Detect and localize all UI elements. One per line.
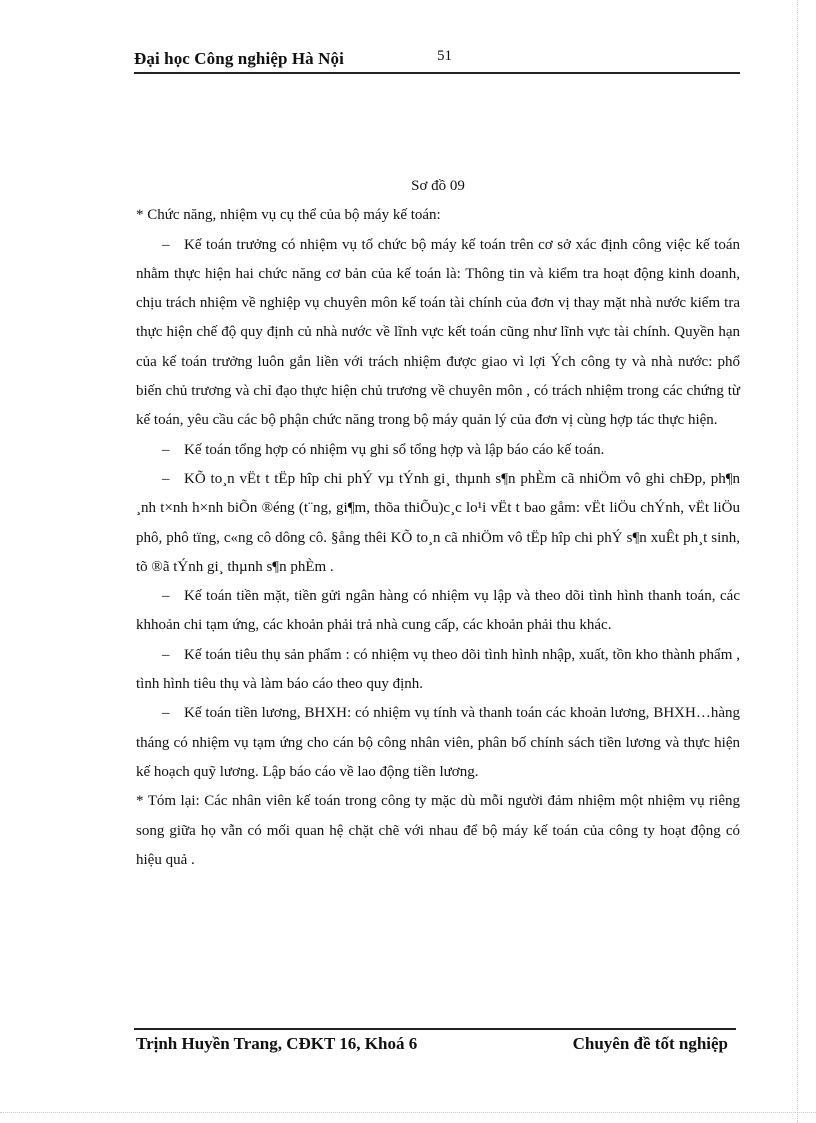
footer-document-type: Chuyên đề tốt nghiệp <box>572 1034 728 1053</box>
paragraph-text: Kế toán tiền lương, BHXH: có nhiệm vụ tính và thanh toán các khoản lương, BHXH…hàng tháng có nhiệm vụ tạm ứng cho cán bộ công nhân viên, phân bố chính sách tiền lương và thực hiện kế hoạch quỹ lương. Lập báo cáo về lao động tiền lương. <box>136 705 740 780</box>
page-boundary-bottom <box>0 1112 816 1113</box>
paragraph-text: KÕ to¸n vËt t tËp hîp chi phÝ vµ tÝnh gi¸ thµnh s¶n phÈm cã nhiÖm vô ghi chÐp, ph¶n ¸nh t×nh h×nh biÕn ®éng (t¨ng, gi¶m, thõa thiÕu)c¸c lo¹i vËt t bao gåm: vËt liÖu chÝnh, vËt liÖu phô, phô tïng, c«ng cô dông cô. §ång thêi KÕ to¸n cã nhiÖm vô tËp hîp chi phÝ s¶n xuÊt ph¸t sinh, tõ ®ã tÝnh gi¸ thµnh s¶n phÈm . <box>136 470 740 575</box>
paragraph-chief-accountant <box>136 231 740 436</box>
university-name: Đại học Công nghiệp Hà Nội <box>134 49 344 68</box>
diagram-caption: Sơ đồ 09 <box>411 178 465 194</box>
paragraph-text: Kế toán tiêu thụ sản phẩm : có nhiệm vụ theo dõi tình hình nhập, xuất, tồn kho thành phẩm , tình hình tiêu thụ và làm báo cáo theo quy định. <box>136 646 740 693</box>
paragraph-text: Kế toán tổng hợp có nhiệm vụ ghi sổ tổng hợp và lập báo cáo kế toán. <box>184 441 605 458</box>
section-intro: * Chức năng, nhiệm vụ cụ thể của bộ máy kế toán: <box>136 207 441 224</box>
summary-paragraph: * Tóm lại: Các nhân viên kế toán trong công ty mặc dù mỗi người đảm nhiệm một nhiệm vụ riêng song giữa họ vẫn có mối quan hệ chặt chẽ với nhau để bộ máy kế toán của công ty hoạt động có hiệu quả . <box>136 793 740 868</box>
paragraph-materials-accountant <box>136 465 740 582</box>
dash-bullet: – <box>162 705 170 722</box>
paragraph-general-accountant <box>136 436 740 465</box>
paragraph-text: Kế toán tiền mặt, tiền gửi ngân hàng có nhiệm vụ lập và theo dõi tình hình thanh toán, các khhoản chi tạm ứng, các khoản phải trả nhà cung cấp, các khoản phải thu khác. <box>136 588 740 634</box>
dash-bullet: – <box>162 441 170 458</box>
page-footer <box>134 1028 736 1053</box>
paragraph-sales-accountant <box>136 641 740 700</box>
document-body <box>136 172 740 875</box>
dash-bullet: – <box>162 646 170 663</box>
paragraph-text: Kế toán trưởng có nhiệm vụ tổ chức bộ máy kế toán trên cơ sở xác định công việc kế toán nhằm thực hiện hai chức năng cơ bản của kế toán là: Thông tin và kiểm tra hoạt động kinh doanh, chịu trách nhiệm về nghiệp vụ chuyên môn kế toán tài chính của đơn vị thay mặt nhà nước kiểm tra thực hiện chế độ quy định củ nhà nước về lĩnh vực kết toán cũng như lĩnh vực tài chính. Quyền hạn của kế toán trưởng luôn gắn liền với trách nhiệm được giao vì lợi Ých công ty và nhà nước: phổ biến chủ trương và chỉ đạo thực hiện chủ trương về chuyên môn , có trách nhiệm trong các chứng từ kế toán, yêu cầu các bộ phận chức năng trong bộ máy quản lý của đơn vị cùng hợp tác thực hiện. <box>136 236 740 429</box>
page-number: 51 <box>437 48 452 64</box>
dash-bullet: – <box>162 236 170 253</box>
page-header <box>134 46 740 74</box>
page-boundary-right <box>797 0 798 1123</box>
dash-bullet: – <box>162 588 170 605</box>
paragraph-payroll-accountant <box>136 699 740 787</box>
footer-author: Trịnh Huyền Trang, CĐKT 16, Khoá 6 <box>136 1034 418 1053</box>
dash-bullet: – <box>162 470 170 487</box>
paragraph-cash-accountant <box>136 582 740 641</box>
